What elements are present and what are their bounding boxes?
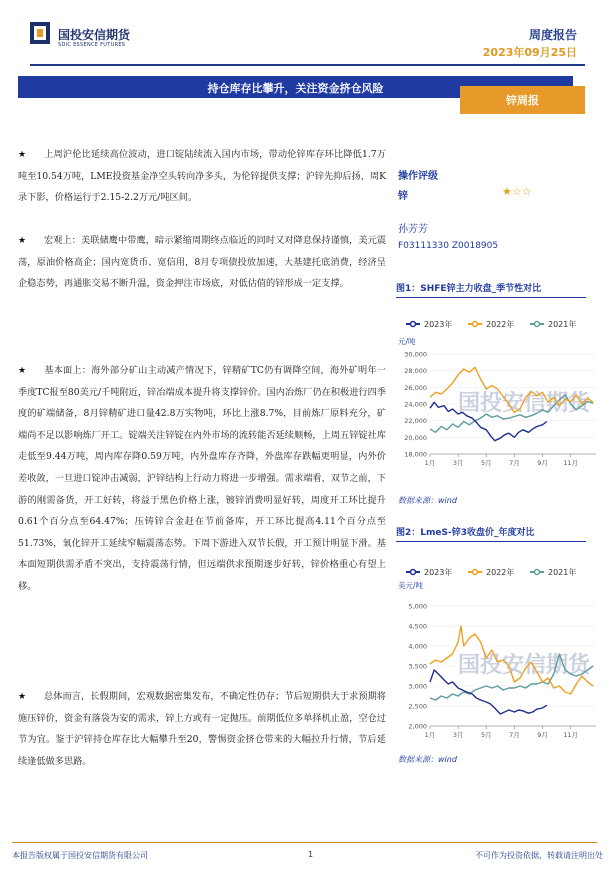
paragraph-market-review	[18, 144, 386, 209]
footer-copyright: 本报告版权属于国投安信期货有限公司	[12, 851, 148, 860]
y-tick-label: 4,500	[408, 622, 427, 631]
star-bullet-icon: ★	[18, 365, 27, 376]
y-tick-label: 2,000	[408, 722, 427, 731]
x-tick-label: 7月	[509, 459, 520, 467]
header-divider	[30, 64, 585, 66]
paragraph-macro	[18, 230, 386, 295]
y-tick-label: 3,000	[408, 682, 427, 691]
company-logo-icon	[30, 22, 50, 44]
x-tick-label: 7月	[509, 731, 520, 739]
company-name-en: SDIC ESSENCE FUTURES	[58, 42, 126, 48]
category-tag-label: 锌周报	[506, 94, 539, 107]
legend-label: 2021年	[548, 568, 577, 577]
legend-label: 2023年	[424, 568, 453, 577]
x-tick-label: 1月	[424, 731, 436, 739]
y-axis-unit: 美元/吨	[398, 581, 424, 590]
figure1-rule	[396, 297, 586, 298]
legend-label: 2021年	[548, 320, 577, 329]
paragraph-conclusion	[18, 686, 386, 772]
chart-watermark: 国投安信期货	[458, 391, 591, 416]
chart-watermark: 国投安信期货	[458, 653, 591, 678]
x-tick-label: 5月	[480, 459, 492, 467]
legend-marker	[473, 570, 478, 575]
company-name-cn: 国投安信期货	[58, 28, 131, 42]
y-tick-label: 30,000	[404, 350, 427, 359]
y-tick-label: 3,500	[408, 662, 427, 671]
y-tick-label: 26,000	[404, 383, 427, 392]
legend-marker	[473, 322, 478, 327]
rating-label: 操作评级	[398, 171, 438, 182]
analyst-name: 孙芳芳	[398, 224, 428, 235]
y-tick-label: 24,000	[404, 400, 427, 409]
legend-marker	[411, 322, 416, 327]
report-title: 持仓库存比攀升，关注资金挤仓风险	[207, 82, 384, 95]
legend-marker	[535, 570, 540, 575]
x-tick-label: 11月	[563, 731, 579, 739]
rating-item: 锌	[398, 191, 408, 202]
y-tick-label: 2,500	[408, 702, 427, 711]
y-tick-label: 18,000	[404, 450, 427, 459]
paragraph-fundamentals	[18, 360, 386, 598]
x-tick-label: 11月	[563, 459, 579, 467]
figure2-chart	[396, 560, 606, 740]
y-tick-label: 28,000	[404, 367, 427, 376]
footer-divider	[12, 842, 597, 843]
legend-label: 2022年	[486, 320, 515, 329]
legend-marker	[411, 570, 416, 575]
y-tick-label: 5,000	[408, 602, 427, 611]
figure2-source: 数据来源：wind	[398, 755, 457, 764]
paragraph-text: 上周沪伦比延续高位波动，进口锭陆续流入国内市场，带动伦锌库存环比降低1.7万吨至10.54万吨，LME投资基金净空头转向净多头，为伦锌提供支撑；沪锌先抑后扬，周K录下影，价格运行于2.15-2.2万元/吨区间。	[18, 149, 386, 204]
y-tick-label: 20,000	[404, 433, 427, 442]
x-tick-label: 3月	[452, 731, 464, 739]
page-number: 1	[308, 850, 314, 859]
figure1-chart	[396, 312, 606, 477]
y-tick-label: 4,000	[408, 642, 427, 651]
footer-disclaimer: 不可作为投资依据，转载请注明出处	[475, 851, 603, 860]
x-tick-label: 1月	[424, 459, 436, 467]
y-tick-label: 22,000	[404, 417, 427, 426]
star-bullet-icon: ★	[18, 691, 27, 702]
figure1-source: 数据来源：wind	[398, 496, 457, 505]
x-tick-label: 5月	[480, 731, 492, 739]
star-bullet-icon: ★	[18, 235, 27, 246]
figure2-rule	[396, 541, 586, 542]
report-date: 2023年09月25日	[482, 46, 577, 59]
legend-label: 2022年	[486, 568, 515, 577]
rating-stars: ★☆☆	[502, 185, 532, 198]
paragraph-text: 宏观上：美联储鹰中带鹰，暗示紧缩周期终点临近的同时又对降息保持谨慎，美元震荡，原油价格高企；国内宽货币、宽信用，8月专项债投放加速，大基建托底消费，经济呈企稳态势，再通胀交易不断升温，资金押注市场底，对低估值的锌形成一定支撑。	[18, 235, 386, 290]
x-tick-label: 3月	[452, 459, 464, 467]
figure2-title: 图2：LmeS-锌3收盘价_年度对比	[396, 528, 535, 538]
paragraph-text: 基本面上：海外部分矿山主动减产情况下，锌精矿TC仍有调降空间，海外矿明年一季度TC报至80美元/千吨附近，锌冶端成本提升将支撑锌价。国内冶炼厂仍在积极进行四季度的矿端储备，8月锌精矿进口量42.8万实物吨，环比上涨8.7%，目前炼厂原料充分，矿端尚不足以影响炼厂开工。锭端关注锌锭在内外市场的流转能否延续顺畅，上周五锌锭社库走低至9.44万吨，周内库存降0.59万吨，内外盘库存齐降，外盘库存跌幅更明显，内外价差收敛，一旦进口锭冲击减弱，沪锌结构上行动力将进一步增强。需求端看，双节之前，下游的刚需备货，开工好转，将益于黑色价格上涨，镀锌消费明显好转，周度开工环比提升0.61个百分点至64.47%；压铸锌合金赶在节前备库，开工环比提高4.11个百分点至51.73%，氧化锌开工延续窄幅震荡态势。下周下游进入双节长假，开工预计明显下滑。基本面短期供需矛盾不突出，支持震荡行情，但远端供求预期逐步好转，锌价格重心有望上移。	[18, 365, 386, 592]
star-bullet-icon: ★	[18, 149, 27, 160]
legend-marker	[535, 322, 540, 327]
x-tick-label: 9月	[537, 459, 548, 467]
paragraph-text: 总体而言，长假期间，宏观数据密集发布，不确定性仍存；节后短期供大于求预期将施压锌价，资金有落袋为安的需求，锌上方或有一定抛压。前期低位多单择机止盈，空仓过节为宜。鉴于沪锌持仓库存比大幅攀升至20，警惕资金挤仓带来的大幅拉升行情，节后延续逢低做多思路。	[18, 691, 386, 767]
y-axis-unit: 元/吨	[398, 337, 416, 346]
figure1-title: 图1：SHFE锌主力收盘_季节性对比	[396, 284, 542, 294]
report-type: 周度报告	[528, 28, 577, 42]
legend-label: 2023年	[424, 320, 453, 329]
analyst-license: F03111330 Z0018905	[398, 241, 499, 251]
x-tick-label: 9月	[537, 731, 548, 739]
